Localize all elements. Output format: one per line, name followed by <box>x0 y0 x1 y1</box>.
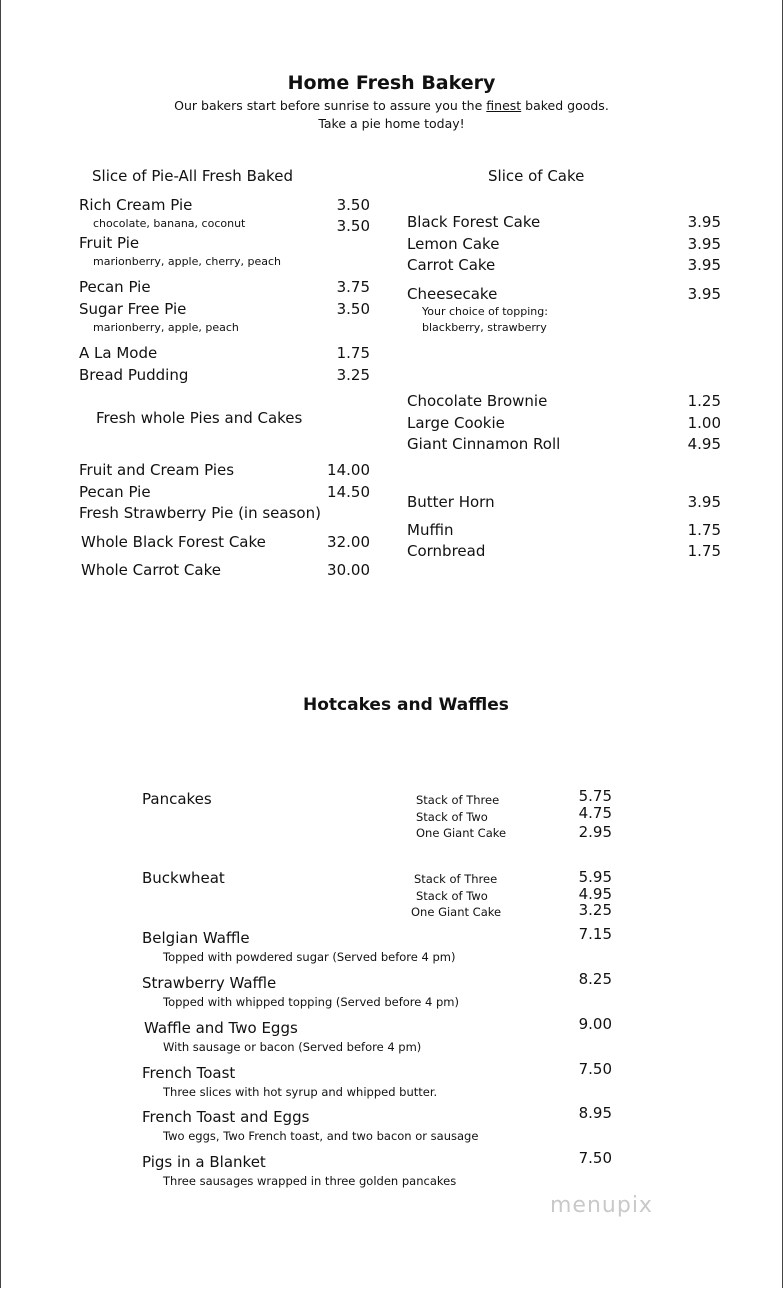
menu-item-name: Pecan Pie <box>79 483 151 501</box>
hotcakes-heading: Hotcakes and Waffles <box>303 695 509 715</box>
menu-item-name: Strawberry Waffle <box>142 974 277 992</box>
menu-item-name: Cheesecake <box>407 285 498 303</box>
pie-heading: Slice of Pie-All Fresh Baked <box>92 167 293 185</box>
menu-item-name: Whole Carrot Cake <box>81 561 221 579</box>
menu-item-price: 3.95 <box>687 213 721 231</box>
menu-item-price: 3.95 <box>687 285 721 303</box>
menu-item-name: Muffin <box>407 521 454 539</box>
menu-item-desc: chocolate, banana, coconut <box>93 217 246 230</box>
menu-item-price: 3.50 <box>336 300 370 318</box>
menu-item-price: 30.00 <box>327 561 370 579</box>
menu-item-price: 3.50 <box>336 196 370 214</box>
menu-item-price: 8.95 <box>578 1104 612 1122</box>
menu-item-name: Butter Horn <box>407 493 495 511</box>
menu-item-name: Pancakes <box>142 790 212 808</box>
menu-item-price: 3.25 <box>336 366 370 384</box>
menu-item-price: 4.95 <box>578 885 612 903</box>
size-label: Stack of Two <box>416 889 488 903</box>
menu-item-name: Giant Cinnamon Roll <box>407 435 561 453</box>
size-label: One Giant Cake <box>416 826 507 840</box>
menu-item-price: 7.50 <box>578 1060 612 1078</box>
menu-item-price: 1.75 <box>687 542 721 560</box>
menu-item-desc: blackberry, strawberry <box>422 321 547 334</box>
menu-item-desc: Three sausages wrapped in three golden pancakes <box>163 1174 457 1188</box>
menu-item-price: 5.95 <box>578 868 612 886</box>
tagline-2: Take a pie home today! <box>318 116 465 131</box>
menu-item-price: 3.95 <box>687 256 721 274</box>
menu-item-price: 7.15 <box>578 925 612 943</box>
tagline-emphasis: finest <box>486 98 522 113</box>
menu-item-price: 4.95 <box>687 435 721 453</box>
menu-item-price: 2.95 <box>578 823 612 841</box>
menu-item-price: 3.50 <box>336 217 370 235</box>
menu-item-name: Fresh Strawberry Pie (in season) <box>79 504 321 522</box>
menu-item-price: 1.00 <box>687 414 721 432</box>
menu-item-name: Fruit and Cream Pies <box>79 461 235 479</box>
menu-item-desc: Three slices with hot syrup and whipped butter. <box>163 1085 438 1099</box>
menu-item-price: 3.75 <box>336 278 370 296</box>
menu-item-price: 7.50 <box>578 1149 612 1167</box>
menu-item-name: Fruit Pie <box>79 234 140 252</box>
menu-item-desc: Two eggs, Two French toast, and two bacon or sausage <box>163 1129 479 1143</box>
tagline-post: baked goods. <box>521 98 609 113</box>
size-label: Stack of Two <box>416 810 488 824</box>
menu-item-desc: marionberry, apple, cherry, peach <box>93 255 282 268</box>
menu-item-name: French Toast and Eggs <box>142 1108 310 1126</box>
size-label: Stack of Three <box>414 872 498 886</box>
menu-item-name: Pigs in a Blanket <box>142 1153 266 1171</box>
menu-item-price: 14.00 <box>327 461 370 479</box>
whole-heading: Fresh whole Pies and Cakes <box>96 409 303 427</box>
page-title: Home Fresh Bakery <box>287 72 496 94</box>
menu-item-desc: Your choice of topping: <box>422 305 548 318</box>
menu-item-desc: Topped with whipped topping (Served before 4 pm) <box>163 995 459 1009</box>
size-label: Stack of Three <box>416 793 500 807</box>
menu-item-price: 14.50 <box>327 483 370 501</box>
menu-item-name: Buckwheat <box>142 869 225 887</box>
menu-item-name: Lemon Cake <box>407 235 500 253</box>
menu-item-price: 8.25 <box>578 970 612 988</box>
menu-item-name: A La Mode <box>79 344 158 362</box>
menu-item-price: 1.25 <box>687 392 721 410</box>
menu-item-desc: With sausage or bacon (Served before 4 pm) <box>163 1040 422 1054</box>
menu-item-price: 3.25 <box>578 901 612 919</box>
menu-item-name: Carrot Cake <box>407 256 496 274</box>
menu-item-price: 3.95 <box>687 493 721 511</box>
menu-item-price: 1.75 <box>336 344 370 362</box>
tagline <box>0 98 783 113</box>
size-label: One Giant Cake <box>411 905 502 919</box>
watermark-logo: menupix <box>550 1193 653 1218</box>
menu-item-name: Black Forest Cake <box>407 213 541 231</box>
menu-item-name: Belgian Waffle <box>142 929 250 947</box>
cake-heading: Slice of Cake <box>488 167 585 185</box>
menu-item-name: Whole Black Forest Cake <box>81 533 266 551</box>
menu-item-desc: Topped with powdered sugar (Served before 4 pm) <box>163 950 456 964</box>
menu-item-price: 3.95 <box>687 235 721 253</box>
menu-item-price: 32.00 <box>327 533 370 551</box>
menu-item-name: Sugar Free Pie <box>79 300 187 318</box>
menu-item-price: 4.75 <box>578 804 612 822</box>
menu-item-name: Waffle and Two Eggs <box>144 1019 298 1037</box>
menu-item-name: Bread Pudding <box>79 366 189 384</box>
menu-item-name: Chocolate Brownie <box>407 392 548 410</box>
menu-item-name: Rich Cream Pie <box>79 196 193 214</box>
menu-item-name: Cornbread <box>407 542 486 560</box>
menu-item-desc: marionberry, apple, peach <box>93 321 239 334</box>
menu-item-name: Pecan Pie <box>79 278 151 296</box>
menu-item-price: 1.75 <box>687 521 721 539</box>
menu-item-price: 5.75 <box>578 787 612 805</box>
menu-item-price: 9.00 <box>578 1015 612 1033</box>
menu-item-name: French Toast <box>142 1064 236 1082</box>
tagline-pre: Our bakers start before sunrise to assure you the <box>174 98 487 113</box>
menu-item-name: Large Cookie <box>407 414 505 432</box>
